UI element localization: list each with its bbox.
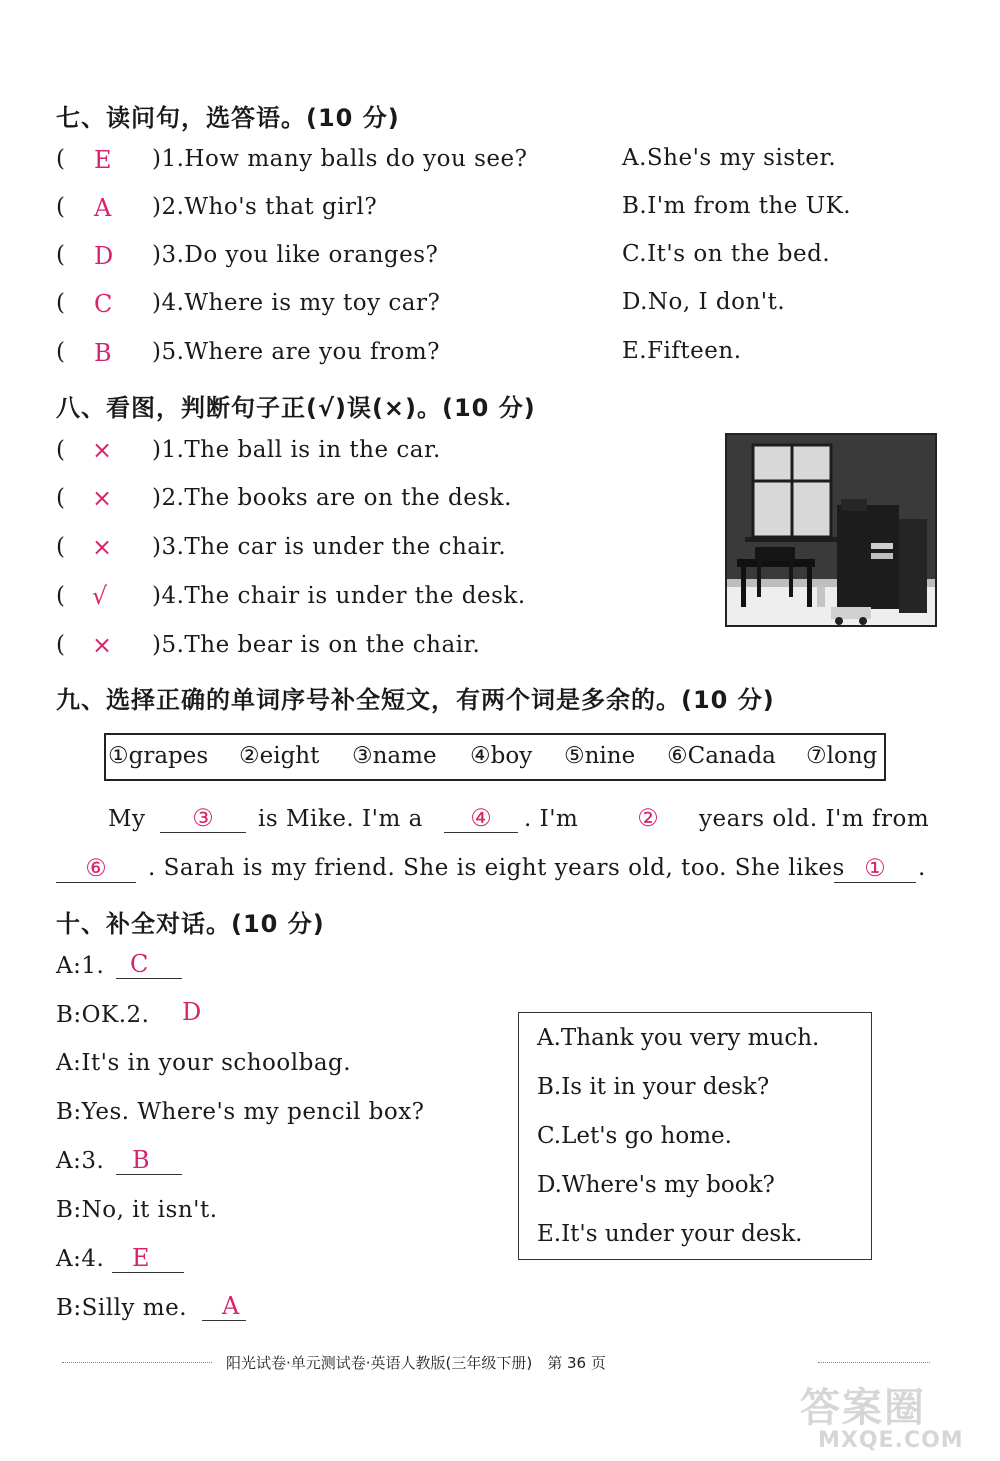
word-option: ③name xyxy=(352,743,437,769)
section-10-title: 十、补全对话。(10 分) xyxy=(56,910,325,938)
question-text: )3.Do you like oranges? xyxy=(152,242,439,268)
dialogue-line: A:3. xyxy=(56,1148,105,1174)
left-paren: ( xyxy=(56,437,65,463)
answer-option: A.She's my sister. xyxy=(622,145,837,171)
blank-4 xyxy=(56,854,136,883)
dialogue-line: B:Yes. Where's my pencil box? xyxy=(56,1099,425,1125)
passage-text: My xyxy=(108,806,146,832)
dialogue-line: A:1. xyxy=(56,953,105,979)
watermark-logo: 答案圈 xyxy=(800,1385,926,1431)
dialogue-blank xyxy=(116,1146,182,1175)
passage-text: . Sarah is my friend. She is eight years old, too. She likes xyxy=(148,855,845,881)
footer-divider xyxy=(62,1362,212,1363)
room-illustration xyxy=(727,435,935,625)
judgement-mark: × xyxy=(92,631,113,659)
answer-mark: B xyxy=(94,339,112,367)
section-7-title: 七、读问句，选答语。(10 分) xyxy=(56,104,400,132)
blank-answer: C xyxy=(116,950,182,979)
answer-option: D.No, I don't. xyxy=(622,289,786,315)
answer-mark: E xyxy=(94,146,112,174)
dialogue-line: B:No, it isn't. xyxy=(56,1197,218,1223)
dialogue-option: C.Let's go home. xyxy=(537,1123,732,1149)
passage-text: . xyxy=(918,855,926,881)
dialogue-line: A:It's in your schoolbag. xyxy=(56,1050,352,1076)
blank-3 xyxy=(608,804,688,833)
dialogue-blank xyxy=(202,1292,246,1321)
blank-2 xyxy=(444,804,518,833)
blank-answer: E xyxy=(112,1244,184,1273)
dialogue-options-box xyxy=(518,1012,872,1260)
dialogue-line: A:4. xyxy=(56,1246,105,1272)
answer-mark: C xyxy=(94,290,113,318)
word-option: ④boy xyxy=(470,743,533,769)
blank-answer: B xyxy=(116,1146,182,1175)
passage-text: is Mike. I'm a xyxy=(258,806,423,832)
blank-answer: ② xyxy=(637,804,659,832)
footer-divider xyxy=(818,1362,930,1363)
blank-answer: D xyxy=(182,998,202,1026)
dialogue-option: E.It's under your desk. xyxy=(537,1221,803,1247)
question-text: )4.Where is my toy car? xyxy=(152,290,441,316)
passage-text: years old. I'm from xyxy=(699,806,930,832)
statement-text: )3.The car is under the chair. xyxy=(152,534,507,560)
left-paren: ( xyxy=(56,290,65,316)
judgement-mark: × xyxy=(92,533,113,561)
dialogue-blank xyxy=(172,998,230,1027)
statement-text: )1.The ball is in the car. xyxy=(152,437,441,463)
dialogue-line: B:OK.2. xyxy=(56,1002,150,1028)
dialogue-option: D.Where's my book? xyxy=(537,1172,775,1198)
blank-answer: ③ xyxy=(160,804,246,833)
statement-text: )4.The chair is under the desk. xyxy=(152,583,526,609)
dialogue-option: B.Is it in your desk? xyxy=(537,1074,770,1100)
blank-1 xyxy=(160,804,246,833)
dialogue-blank xyxy=(116,950,182,979)
word-option: ⑥Canada xyxy=(667,743,776,769)
answer-option: E.Fifteen. xyxy=(622,338,742,364)
word-bank xyxy=(104,733,886,781)
question-text: )2.Who's that girl? xyxy=(152,194,378,220)
left-paren: ( xyxy=(56,146,65,172)
judgement-mark: √ xyxy=(92,582,108,610)
left-paren: ( xyxy=(56,583,65,609)
passage-text: . I'm xyxy=(524,806,579,832)
left-paren: ( xyxy=(56,485,65,511)
judgement-mark: × xyxy=(92,484,113,512)
room-picture xyxy=(725,433,937,627)
section-8-title: 八、看图，判断句子正(√)误(×)。(10 分) xyxy=(56,394,536,422)
section-9-title: 九、选择正确的单词序号补全短文，有两个词是多余的。(10 分) xyxy=(56,686,775,714)
footer-text: 阳光试卷·单元测试卷·英语人教版(三年级下册) 第 36 页 xyxy=(226,1354,606,1372)
answer-mark: D xyxy=(94,242,114,270)
word-option: ⑦long xyxy=(806,743,878,769)
dialogue-blank xyxy=(112,1244,184,1273)
left-paren: ( xyxy=(56,242,65,268)
blank-5 xyxy=(834,854,916,883)
statement-text: )5.The bear is on the chair. xyxy=(152,632,481,658)
answer-mark: A xyxy=(94,194,112,222)
judgement-mark: × xyxy=(92,436,113,464)
dialogue-option: A.Thank you very much. xyxy=(537,1025,820,1051)
answer-option: C.It's on the bed. xyxy=(622,241,831,267)
blank-answer: ① xyxy=(834,854,916,883)
left-paren: ( xyxy=(56,534,65,560)
word-option: ①grapes xyxy=(108,743,209,769)
left-paren: ( xyxy=(56,339,65,365)
watermark-url: MXQE.COM xyxy=(818,1428,964,1453)
question-text: )1.How many balls do you see? xyxy=(152,146,528,172)
blank-answer: A xyxy=(202,1292,246,1321)
word-option: ⑤nine xyxy=(564,743,636,769)
answer-option: B.I'm from the UK. xyxy=(622,193,852,219)
word-option: ②eight xyxy=(239,743,320,769)
question-text: )5.Where are you from? xyxy=(152,339,440,365)
left-paren: ( xyxy=(56,632,65,658)
statement-text: )2.The books are on the desk. xyxy=(152,485,512,511)
left-paren: ( xyxy=(56,194,65,220)
blank-answer: ⑥ xyxy=(56,854,136,883)
blank-answer: ④ xyxy=(444,804,518,833)
dialogue-line: B:Silly me. xyxy=(56,1295,188,1321)
